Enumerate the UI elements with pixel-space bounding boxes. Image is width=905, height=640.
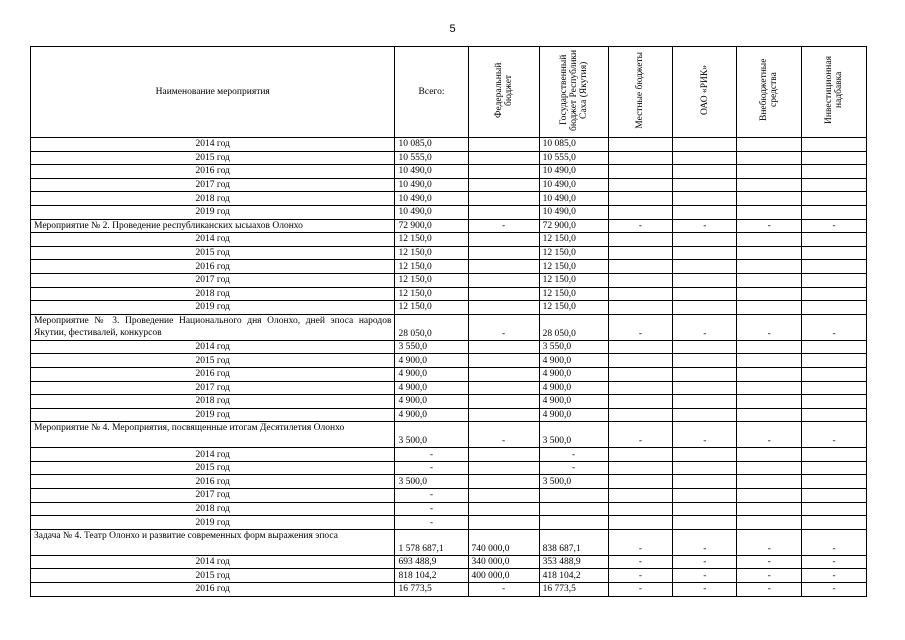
cell-invest (802, 273, 867, 287)
cell-name: 2016 год (31, 260, 395, 274)
cell-federal (468, 192, 539, 206)
cell-name: 2015 год (31, 246, 395, 260)
cell-federal (468, 260, 539, 274)
cell-federal (468, 367, 539, 381)
cell-oao (673, 502, 737, 516)
cell-extra (737, 354, 802, 368)
cell-invest (802, 138, 867, 152)
cell-oao (673, 381, 737, 395)
table-row-year (31, 165, 867, 179)
header-extra: Внебюджетные средства (737, 47, 802, 138)
cell-name: 2015 год (31, 461, 395, 475)
cell-oao (673, 475, 737, 489)
header-name: Наименование мероприятия (31, 47, 395, 138)
cell-total: 28 050,0 (395, 314, 468, 340)
cell-name: 2014 год (31, 233, 395, 247)
cell-local (608, 301, 673, 315)
cell-total: 72 900,0 (395, 219, 468, 233)
cell-oao: - (673, 422, 737, 448)
table-row-year (31, 489, 867, 503)
cell-local (608, 273, 673, 287)
cell-federal (468, 381, 539, 395)
cell-extra: - (737, 569, 802, 583)
cell-state: 3 500,0 (539, 422, 608, 448)
table-row-year (31, 192, 867, 206)
cell-total: - (395, 489, 468, 503)
cell-state: 4 900,0 (539, 381, 608, 395)
cell-name: 2019 год (31, 205, 395, 219)
table-row-year (31, 354, 867, 368)
cell-name: 2019 год (31, 301, 395, 315)
cell-extra: - (737, 219, 802, 233)
cell-name: Задача № 4. Театр Олонхо и развитие современных форм выражения эпоса (31, 529, 395, 555)
cell-federal (468, 301, 539, 315)
table-row-activity (31, 314, 867, 340)
cell-invest (802, 367, 867, 381)
cell-extra (737, 287, 802, 301)
cell-total: 12 150,0 (395, 287, 468, 301)
cell-invest (802, 475, 867, 489)
cell-state: 838 687,1 (539, 529, 608, 555)
cell-total: 4 900,0 (395, 381, 468, 395)
cell-extra (737, 395, 802, 409)
cell-local: - (608, 583, 673, 597)
cell-extra (737, 138, 802, 152)
cell-local (608, 192, 673, 206)
cell-federal (468, 178, 539, 192)
cell-oao (673, 287, 737, 301)
cell-name: 2019 год (31, 516, 395, 530)
table-row-year (31, 273, 867, 287)
cell-federal (468, 489, 539, 503)
cell-federal (468, 233, 539, 247)
cell-name: 2018 год (31, 502, 395, 516)
cell-extra (737, 178, 802, 192)
cell-total: 4 900,0 (395, 367, 468, 381)
cell-invest: - (802, 219, 867, 233)
cell-extra (737, 381, 802, 395)
cell-oao (673, 354, 737, 368)
cell-total: 10 555,0 (395, 151, 468, 165)
cell-state: 28 050,0 (539, 314, 608, 340)
cell-total: 3 550,0 (395, 340, 468, 354)
budget-table (30, 46, 867, 597)
cell-local (608, 340, 673, 354)
cell-name: 2016 год (31, 583, 395, 597)
cell-extra: - (737, 529, 802, 555)
cell-name: 2016 год (31, 475, 395, 489)
table-row-activity (31, 219, 867, 233)
cell-name: Мероприятие № 3. Проведение Национального дня Олонхо, дней эпоса народов Якутии, фестивалей, конкурсов (31, 314, 395, 340)
cell-invest (802, 205, 867, 219)
cell-invest (802, 233, 867, 247)
cell-state: - (539, 448, 608, 462)
table-row-year (31, 138, 867, 152)
cell-local: - (608, 555, 673, 569)
cell-state: 12 150,0 (539, 233, 608, 247)
cell-total: 1 578 687,1 (395, 529, 468, 555)
cell-extra (737, 448, 802, 462)
table-row-year (31, 178, 867, 192)
cell-local (608, 260, 673, 274)
cell-total: - (395, 448, 468, 462)
cell-total: 3 500,0 (395, 475, 468, 489)
cell-state: 3 550,0 (539, 340, 608, 354)
cell-local (608, 165, 673, 179)
cell-total: 4 900,0 (395, 408, 468, 422)
header-oao: ОАО «РИК» (673, 47, 737, 138)
cell-oao (673, 408, 737, 422)
cell-oao (673, 246, 737, 260)
cell-extra (737, 502, 802, 516)
cell-total: 12 150,0 (395, 260, 468, 274)
cell-extra (737, 246, 802, 260)
cell-local (608, 408, 673, 422)
cell-oao (673, 489, 737, 503)
cell-federal: 400 000,0 (468, 569, 539, 583)
cell-state: 10 490,0 (539, 192, 608, 206)
header-invest: Инвестиционная надбавка (802, 47, 867, 138)
table-row-year (31, 151, 867, 165)
table-row-year (31, 583, 867, 597)
cell-invest: - (802, 555, 867, 569)
cell-invest: - (802, 529, 867, 555)
cell-invest (802, 246, 867, 260)
cell-federal: 340 000,0 (468, 555, 539, 569)
cell-invest (802, 260, 867, 274)
cell-federal (468, 408, 539, 422)
page-number: 5 (449, 23, 456, 35)
cell-federal (468, 273, 539, 287)
cell-name: 2017 год (31, 178, 395, 192)
cell-total: 10 490,0 (395, 165, 468, 179)
cell-invest (802, 448, 867, 462)
cell-extra (737, 205, 802, 219)
cell-oao: - (673, 219, 737, 233)
cell-local: - (608, 219, 673, 233)
cell-extra (737, 475, 802, 489)
cell-extra: - (737, 583, 802, 597)
cell-extra (737, 192, 802, 206)
cell-federal (468, 205, 539, 219)
cell-oao (673, 260, 737, 274)
cell-federal: 740 000,0 (468, 529, 539, 555)
cell-extra (737, 301, 802, 315)
cell-local (608, 475, 673, 489)
cell-invest (802, 516, 867, 530)
cell-local (608, 151, 673, 165)
cell-federal (468, 475, 539, 489)
cell-invest (802, 165, 867, 179)
cell-total: 16 773,5 (395, 583, 468, 597)
cell-state: 353 488,9 (539, 555, 608, 569)
cell-invest (802, 395, 867, 409)
cell-local (608, 461, 673, 475)
cell-name: 2014 год (31, 138, 395, 152)
cell-local: - (608, 569, 673, 583)
cell-extra (737, 260, 802, 274)
table-row-year (31, 408, 867, 422)
cell-oao: - (673, 583, 737, 597)
cell-invest (802, 408, 867, 422)
cell-local (608, 233, 673, 247)
cell-invest (802, 489, 867, 503)
table-row-year (31, 205, 867, 219)
cell-name: 2016 год (31, 165, 395, 179)
cell-state (539, 489, 608, 503)
cell-invest (802, 151, 867, 165)
cell-invest (802, 301, 867, 315)
cell-state: 4 900,0 (539, 395, 608, 409)
cell-total: 12 150,0 (395, 301, 468, 315)
cell-name: Мероприятие № 4. Мероприятия, посвященные итогам Десятилетия Олонхо (31, 422, 395, 448)
cell-name: 2019 год (31, 408, 395, 422)
cell-federal (468, 395, 539, 409)
cell-extra (737, 273, 802, 287)
cell-extra (737, 151, 802, 165)
cell-state: 10 490,0 (539, 205, 608, 219)
cell-federal (468, 151, 539, 165)
cell-state: 12 150,0 (539, 273, 608, 287)
table-row-year (31, 287, 867, 301)
cell-invest: - (802, 314, 867, 340)
cell-extra (737, 516, 802, 530)
cell-oao (673, 205, 737, 219)
cell-local (608, 448, 673, 462)
cell-extra: - (737, 314, 802, 340)
cell-oao (673, 461, 737, 475)
cell-total: 10 085,0 (395, 138, 468, 152)
cell-invest (802, 381, 867, 395)
cell-invest: - (802, 422, 867, 448)
cell-total: 4 900,0 (395, 395, 468, 409)
cell-invest (802, 178, 867, 192)
cell-name: 2014 год (31, 555, 395, 569)
cell-total: - (395, 502, 468, 516)
cell-oao (673, 273, 737, 287)
table-row-year (31, 448, 867, 462)
cell-local (608, 502, 673, 516)
table-row-activity (31, 529, 867, 555)
cell-total: 12 150,0 (395, 233, 468, 247)
cell-name: 2018 год (31, 395, 395, 409)
cell-federal: - (468, 583, 539, 597)
table-row-year (31, 340, 867, 354)
cell-state: 10 490,0 (539, 165, 608, 179)
header-total: Всего: (395, 47, 468, 138)
cell-total: 693 488,9 (395, 555, 468, 569)
cell-name: 2018 год (31, 287, 395, 301)
cell-invest (802, 354, 867, 368)
cell-oao (673, 367, 737, 381)
cell-federal: - (468, 422, 539, 448)
cell-oao (673, 165, 737, 179)
cell-federal (468, 340, 539, 354)
cell-name: 2018 год (31, 192, 395, 206)
cell-state: 12 150,0 (539, 260, 608, 274)
cell-state: 12 150,0 (539, 287, 608, 301)
cell-oao (673, 395, 737, 409)
cell-name: 2014 год (31, 340, 395, 354)
cell-name: Мероприятие № 2. Проведение республиканских ысыахов Олонхо (31, 219, 395, 233)
cell-total: 10 490,0 (395, 192, 468, 206)
header-federal: Федеральный бюджет (468, 47, 539, 138)
cell-oao (673, 178, 737, 192)
cell-state: 16 773,5 (539, 583, 608, 597)
cell-invest (802, 461, 867, 475)
cell-state: 72 900,0 (539, 219, 608, 233)
cell-state: 10 085,0 (539, 138, 608, 152)
cell-invest (802, 192, 867, 206)
cell-state: 3 500,0 (539, 475, 608, 489)
table-row-year (31, 233, 867, 247)
cell-total: 12 150,0 (395, 246, 468, 260)
cell-extra: - (737, 422, 802, 448)
cell-state: 4 900,0 (539, 408, 608, 422)
cell-total: - (395, 516, 468, 530)
cell-extra: - (737, 555, 802, 569)
cell-oao (673, 192, 737, 206)
table-row-activity (31, 422, 867, 448)
cell-total: - (395, 461, 468, 475)
table-row-year (31, 260, 867, 274)
cell-state: - (539, 461, 608, 475)
cell-state: 12 150,0 (539, 246, 608, 260)
cell-federal (468, 502, 539, 516)
cell-state: 12 150,0 (539, 301, 608, 315)
cell-extra (737, 367, 802, 381)
cell-oao: - (673, 555, 737, 569)
cell-local (608, 367, 673, 381)
cell-name: 2016 год (31, 367, 395, 381)
cell-total: 10 490,0 (395, 205, 468, 219)
cell-federal (468, 448, 539, 462)
cell-oao: - (673, 569, 737, 583)
table-row-year (31, 301, 867, 315)
cell-state (539, 516, 608, 530)
cell-federal (468, 461, 539, 475)
cell-extra (737, 461, 802, 475)
header-state: Государственный бюджет Республики Саха (Якутия) (539, 47, 608, 138)
table-header-row (31, 47, 867, 138)
cell-invest (802, 287, 867, 301)
cell-local (608, 138, 673, 152)
table-row-year (31, 555, 867, 569)
cell-state: 10 555,0 (539, 151, 608, 165)
cell-oao (673, 516, 737, 530)
cell-oao (673, 138, 737, 152)
cell-invest (802, 502, 867, 516)
cell-total: 3 500,0 (395, 422, 468, 448)
cell-local: - (608, 422, 673, 448)
table-row-year (31, 516, 867, 530)
cell-oao: - (673, 529, 737, 555)
cell-local (608, 246, 673, 260)
table-row-year (31, 246, 867, 260)
table-row-year (31, 475, 867, 489)
cell-oao (673, 448, 737, 462)
cell-invest (802, 340, 867, 354)
cell-federal (468, 287, 539, 301)
table-row-year (31, 502, 867, 516)
cell-name: 2017 год (31, 489, 395, 503)
cell-extra (737, 408, 802, 422)
cell-local: - (608, 529, 673, 555)
cell-local (608, 178, 673, 192)
cell-federal (468, 354, 539, 368)
table-row-year (31, 395, 867, 409)
cell-state: 4 900,0 (539, 367, 608, 381)
table-row-year (31, 367, 867, 381)
cell-federal (468, 165, 539, 179)
cell-oao (673, 151, 737, 165)
cell-federal (468, 516, 539, 530)
cell-local (608, 381, 673, 395)
cell-extra (737, 340, 802, 354)
cell-local (608, 287, 673, 301)
cell-state: 4 900,0 (539, 354, 608, 368)
table-row-year (31, 381, 867, 395)
cell-name: 2017 год (31, 381, 395, 395)
cell-invest: - (802, 569, 867, 583)
cell-local (608, 516, 673, 530)
cell-local: - (608, 314, 673, 340)
cell-oao (673, 233, 737, 247)
cell-name: 2014 год (31, 448, 395, 462)
cell-federal: - (468, 219, 539, 233)
cell-state (539, 502, 608, 516)
cell-total: 4 900,0 (395, 354, 468, 368)
cell-oao (673, 301, 737, 315)
cell-extra (737, 489, 802, 503)
cell-federal (468, 246, 539, 260)
cell-federal (468, 138, 539, 152)
cell-total: 10 490,0 (395, 178, 468, 192)
cell-oao (673, 340, 737, 354)
cell-name: 2015 год (31, 569, 395, 583)
cell-name: 2017 год (31, 273, 395, 287)
cell-extra (737, 165, 802, 179)
cell-total: 12 150,0 (395, 273, 468, 287)
cell-state: 418 104,2 (539, 569, 608, 583)
cell-extra (737, 233, 802, 247)
table-row-year (31, 569, 867, 583)
table-row-year (31, 461, 867, 475)
cell-federal: - (468, 314, 539, 340)
cell-total: 818 104,2 (395, 569, 468, 583)
cell-state: 10 490,0 (539, 178, 608, 192)
cell-local (608, 395, 673, 409)
cell-local (608, 489, 673, 503)
cell-oao: - (673, 314, 737, 340)
cell-name: 2015 год (31, 151, 395, 165)
header-local: Местные бюджеты (608, 47, 673, 138)
cell-invest: - (802, 583, 867, 597)
cell-local (608, 354, 673, 368)
cell-local (608, 205, 673, 219)
cell-name: 2015 год (31, 354, 395, 368)
